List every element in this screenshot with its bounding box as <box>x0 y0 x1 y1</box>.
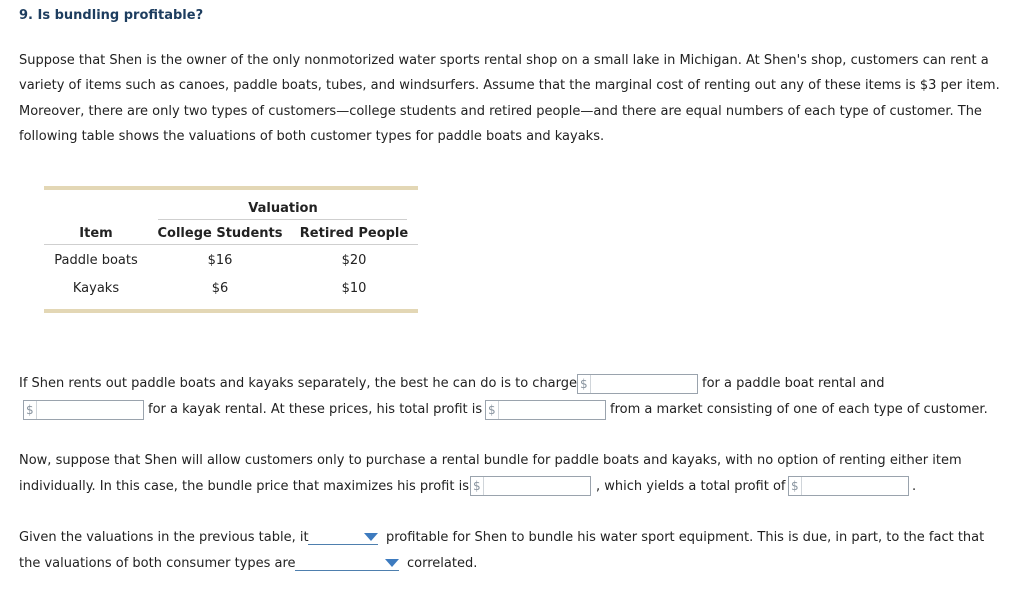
header-rule <box>44 244 418 245</box>
dollar-sign: $ <box>488 403 496 417</box>
chevron-down-icon <box>385 559 399 567</box>
column-header-college: College Students <box>157 226 283 241</box>
table-cell-value: $10 <box>341 281 367 296</box>
paddle-price-input[interactable] <box>577 374 698 394</box>
intro-line: variety of items such as canoes, paddle boats, tubes, and windsurfers. Assume that the marginal cost of renting out any of these items is $3 per item. <box>19 78 1000 94</box>
group-header: Valuation <box>248 201 318 216</box>
column-header-retired: Retired People <box>299 226 409 241</box>
q3-text-d: correlated. <box>407 556 478 571</box>
table-cell-value: $6 <box>211 281 229 296</box>
table-cell-item: Paddle boats <box>54 253 138 268</box>
dollar-sign: $ <box>473 479 481 493</box>
q3-text-a: Given the valuations in the previous table, it <box>19 530 309 545</box>
q1-text-c: for a kayak rental. At these prices, his total profit is <box>148 402 483 417</box>
intro-line: following table shows the valuations of both customer types for paddle boats and kayaks. <box>19 128 605 144</box>
table-top-rule <box>44 186 418 190</box>
q3-text-c: the valuations of both consumer types are <box>19 556 296 571</box>
q2-text-d: . <box>912 479 917 494</box>
table-cell-value: $16 <box>207 253 233 268</box>
dollar-sign: $ <box>791 479 799 493</box>
q2-text-a: Now, suppose that Shen will allow customers only to purchase a rental bundle for paddle boats and kayaks, with no option of renting either item <box>19 453 962 468</box>
q2-text-b: individually. In this case, the bundle price that maximizes his profit is <box>19 479 469 494</box>
q2-text-c: , which yields a total profit of <box>596 479 786 494</box>
column-header-item: Item <box>79 226 113 241</box>
total-profit-input[interactable] <box>485 400 606 420</box>
bundle-price-input[interactable] <box>470 476 591 496</box>
q3-text-b: profitable for Shen to bundle his water sport equipment. This is due, in part, to the fact that <box>386 530 985 545</box>
q1-text-d: from a market consisting of one of each type of customer. <box>610 402 988 417</box>
q1-text-b: for a paddle boat rental and <box>702 376 885 391</box>
kayak-price-input[interactable] <box>23 400 144 420</box>
table-cell-value: $20 <box>341 253 367 268</box>
intro-paragraph <box>19 48 1004 149</box>
intro-line: Moreover, there are only two types of customers—college students and retired people—and there are equal numbers of each type of customer. The <box>19 103 982 119</box>
profitability-dropdown[interactable] <box>308 530 378 545</box>
question-title: 9. Is bundling profitable? <box>19 8 204 23</box>
group-header-rule <box>158 219 407 220</box>
bundle-profit-input[interactable] <box>788 476 909 496</box>
table-bottom-rule <box>44 309 418 313</box>
dollar-sign: $ <box>580 377 588 391</box>
chevron-down-icon <box>364 533 378 541</box>
correlation-dropdown[interactable] <box>295 556 399 571</box>
q1-text-a: If Shen rents out paddle boats and kayaks separately, the best he can do is to charge <box>19 376 578 391</box>
dollar-sign: $ <box>26 403 34 417</box>
valuation-table <box>44 186 418 313</box>
table-cell-item: Kayaks <box>72 281 120 296</box>
intro-line: Suppose that Shen is the owner of the only nonmotorized water sports rental shop on a small lake in Michigan. At Shen's shop, customers can rent a <box>19 53 989 68</box>
